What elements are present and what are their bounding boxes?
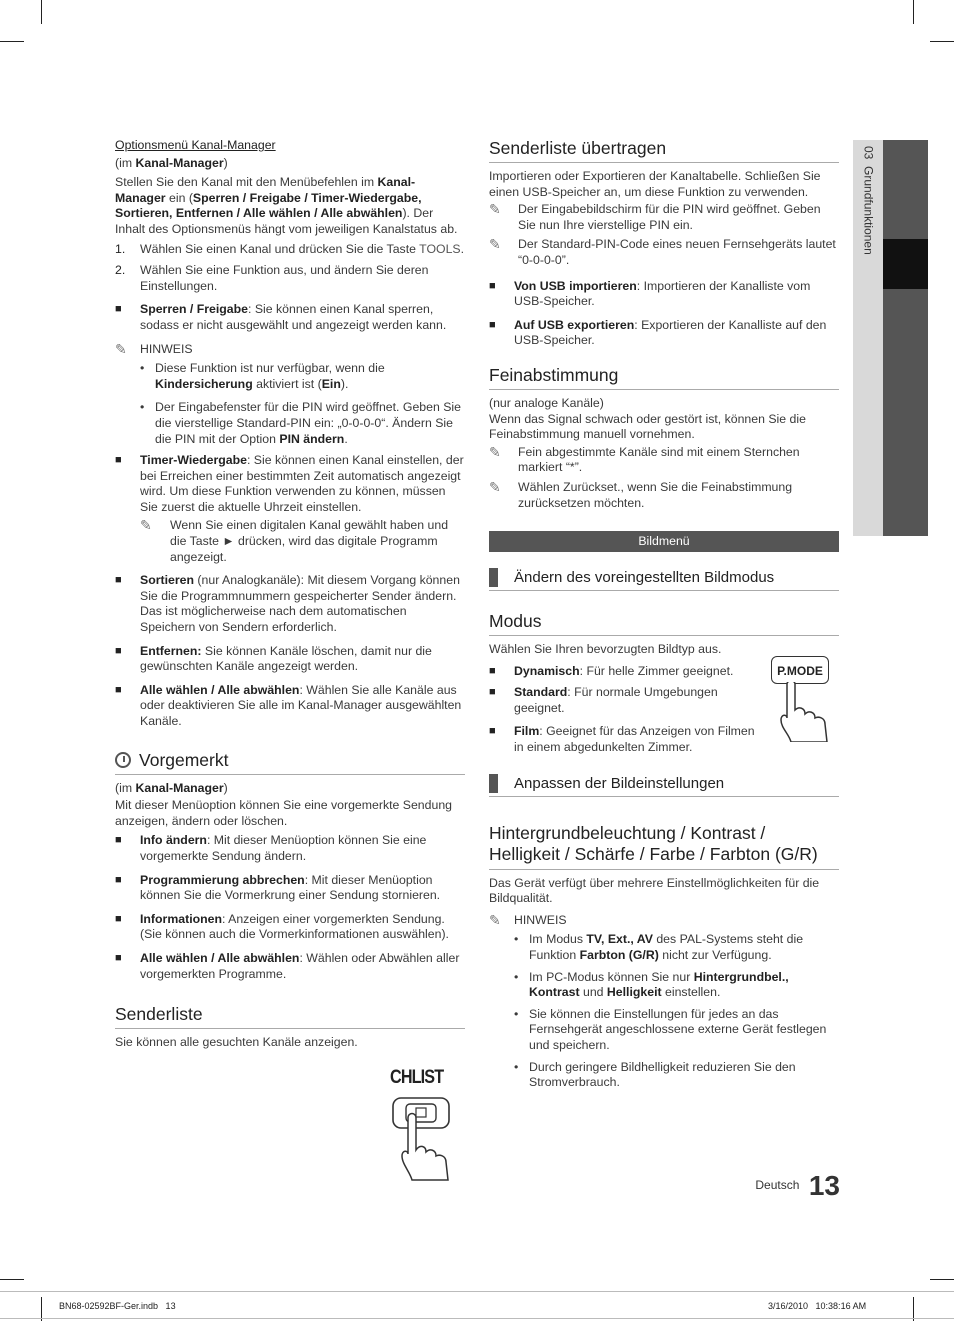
left-column bbox=[115, 138, 465, 1055]
modus-list bbox=[489, 642, 759, 756]
chapter-tab bbox=[853, 140, 928, 536]
pmode-remote-icon: P.MODE bbox=[771, 656, 836, 742]
modus-intro: Wählen Sie Ihren bevorzugten Bildtyp aus. bbox=[489, 642, 722, 657]
feinabstimmung-heading: Feinabstimmung bbox=[489, 365, 839, 390]
vorgemerkt-context: (im Kanal-Manager) bbox=[115, 780, 228, 795]
aendern-heading: Ändern des voreingestellten Bildmodus bbox=[489, 568, 839, 591]
modus-heading: Modus bbox=[489, 611, 839, 636]
list-item: ■ Entfernen: Sie können Kanäle löschen, damit nur die gewünschten Kanäle angezeigt werden. bbox=[115, 643, 432, 674]
feinabstimmung-intro: Wenn das Signal schwach oder gestört ist, können Sie die Feinabstimmung manuell vornehmen. bbox=[489, 411, 806, 442]
page-number-area bbox=[700, 1170, 840, 1214]
note: ✎ Fein abgestimmte Kanäle sind mit einem Sternchen markiert “*”. bbox=[489, 443, 800, 475]
options-menu-context: (im Kanal-Manager) bbox=[115, 155, 228, 170]
vorgemerkt-heading: Vorgemerkt bbox=[115, 750, 465, 775]
list-item: ■ Info ändern: Mit dieser Menüoption können Sie eine vorgemerkte Sendung ändern. bbox=[115, 833, 427, 863]
senderliste-uebertragen-heading: Senderliste übertragen bbox=[489, 138, 839, 163]
list-item: • Im PC-Modus können Sie nur Hintergrundbel., Kontrast und Helligkeit einstellen. bbox=[514, 969, 789, 1000]
right-column bbox=[489, 138, 839, 1095]
pencil-icon: ✎ bbox=[489, 201, 501, 218]
hinweis-note: ✎ HINWEIS bbox=[115, 340, 193, 357]
list-item: ■ Standard: Für normale Umgebungen geeignet. bbox=[489, 685, 718, 715]
pencil-icon: ✎ bbox=[489, 911, 501, 928]
bildmenu-section-bar: Bildmenü bbox=[489, 531, 839, 552]
note: ✎ Wenn Sie einen digitalen Kanal gewählt haben und die Taste ► drücken, wird das digitale Programm angezeigt. bbox=[140, 517, 449, 564]
vorgemerkt-intro: Mit dieser Menüoption können Sie eine vorgemerkte Sendung anzeigen, ändern oder löschen. bbox=[115, 798, 453, 828]
list-item: ■ Film: Geeignet für das Anzeigen von Filmen in einem abgedunkelten Zimmer. bbox=[489, 724, 755, 755]
list-item: • Im Modus TV, Ext., AV des PAL-Systems steht die Funktion Farbton (G/R) nicht zur Verfügung. bbox=[514, 932, 804, 963]
list-item: ■ Programmierung abbrechen: Mit dieser Menüoption können Sie die Vormerkrung einer Sendung stornieren. bbox=[115, 872, 441, 903]
senderliste-heading: Senderliste bbox=[115, 1004, 465, 1029]
pencil-icon: ✎ bbox=[489, 478, 501, 495]
pencil-icon: ✎ bbox=[489, 443, 501, 460]
pencil-icon: ✎ bbox=[140, 517, 152, 534]
crop-mark bbox=[930, 1279, 954, 1280]
anpassen-heading: Anpassen der Bildeinstellungen bbox=[489, 774, 839, 797]
chapter-tab-dark bbox=[883, 140, 928, 536]
footer-date: 3/16/2010 10:38:16 AM bbox=[768, 1301, 867, 1311]
clock-icon bbox=[115, 752, 131, 768]
chlist-remote-icon: CHLIST bbox=[390, 1070, 460, 1182]
step-2: 2. Wählen Sie eine Funktion aus, und ändern Sie deren Einstellungen. bbox=[115, 263, 429, 293]
pencil-icon: ✎ bbox=[489, 236, 501, 253]
page-number: 13 bbox=[808, 1170, 840, 1201]
list-item: ■ Alle wählen / Alle abwählen: Wählen Sie alle Kanäle aus oder deaktivieren Sie alle im Kanal-Manager ausgewählten Kanäle. bbox=[115, 682, 462, 728]
crop-mark bbox=[0, 1279, 24, 1280]
hintergrund-intro: Das Gerät verfügt über mehrere Einstellmöglichkeiten für die Bildqualität. bbox=[489, 875, 820, 906]
step-1: 1. Wählen Sie einen Kanal und drücken Sie die Taste TOOLS. bbox=[115, 241, 465, 256]
heading-bar bbox=[489, 568, 498, 587]
options-menu-title: Optionsmenü Kanal-Manager bbox=[115, 138, 276, 152]
chapter-label: 03 Grundfunktionen bbox=[861, 146, 876, 255]
crop-mark bbox=[930, 41, 954, 42]
note: ✎ Der Standard-PIN-Code eines neuen Fernsehgeräts lautet “0-0-0-0”. bbox=[489, 236, 836, 267]
list-item: ■ Alle wählen / Alle abwählen: Wählen oder Abwählen aller vorgemerkten Programme. bbox=[115, 950, 460, 981]
crop-mark bbox=[41, 0, 42, 24]
footer-rule bbox=[0, 1291, 954, 1292]
note: ✎ Wählen Zurückset., wenn Sie die Feinabstimmung zurücksetzen möchten. bbox=[489, 478, 793, 510]
feinabstimmung-context: (nur analoge Kanäle) bbox=[489, 395, 604, 410]
uebertragen-intro: Importieren oder Exportieren der Kanaltabelle. Schließen Sie einen USB-Speicher an, um diese Funktion zu verwenden. bbox=[489, 169, 821, 199]
list-item: ■ Sortieren (nur Analogkanäle): Mit diesem Vorgang können Sie die Programmnummern gespeicherter Sender ändern. Das ist möglicherweise nach dem automatischen Speichern von Sendern erforderlich. bbox=[115, 573, 460, 635]
hand-icon bbox=[390, 1092, 460, 1182]
list-item: • Der Eingabefenster für die PIN wird geöffnet. Geben Sie die vierstellige Standard-PIN ein: „0-0-0-0“. Ändern Sie die PIN mit der Option PIN ändern. bbox=[140, 400, 462, 446]
footer-file: BN68-02592BF-Ger.indb 13 bbox=[59, 1301, 176, 1311]
pencil-icon: ✎ bbox=[115, 340, 127, 357]
heading-bar bbox=[489, 774, 498, 793]
crop-mark bbox=[0, 41, 24, 42]
list-item: • Durch geringere Bildhelligkeit reduzieren Sie den Stromverbrauch. bbox=[514, 1059, 796, 1090]
chapter-tab-marker bbox=[883, 239, 928, 289]
list-item: • Diese Funktion ist nur verfügbar, wenn die Kindersicherung aktiviert ist (Ein). bbox=[140, 361, 385, 391]
list-item: ■ Auf USB exportieren: Exportieren der Kanalliste auf den USB-Speicher. bbox=[489, 317, 827, 348]
note: ✎ Der Eingabebildschirm für die PIN wird geöffnet. Geben Sie nun Ihre vierstellige PIN ein. bbox=[489, 201, 821, 232]
senderliste-text: Sie können alle gesuchten Kanäle anzeigen. bbox=[115, 1035, 358, 1050]
list-item: • Sie können die Einstellungen für jedes an das Fernsehgerät angeschlossene externe Gerät festlegen und speichern. bbox=[514, 1006, 827, 1052]
list-item: ■ Sperren / Freigabe: Sie können einen Kanal sperren, sodass er nicht ausgewählt und angezeigt werden kann. bbox=[115, 302, 447, 332]
hand-icon bbox=[771, 682, 836, 742]
footer-language: Deutsch bbox=[755, 1178, 800, 1192]
hintergrund-heading: Hintergrundbeleuchtung / Kontrast / Helligkeit / Schärfe / Farbe / Farbton (G/R) bbox=[489, 823, 839, 870]
options-menu-intro: Stellen Sie den Kanal mit den Menübefehlen im Kanal-Manager ein (Sperren / Freigabe / Timer-Wiedergabe, Sortieren, Entfernen / Alle wählen / Alle abwählen). Der Inhalt des Optionsmenüs hängt vom jeweiligen Kanalstatus ab. bbox=[115, 175, 458, 236]
list-item: ■ Dynamisch: Für helle Zimmer geeignet. bbox=[489, 663, 734, 678]
footer-rule bbox=[0, 1318, 954, 1319]
list-item: ■ Timer-Wiedergabe: Sie können einen Kanal einstellen, der bei Erreichen einer bestimmten Zeit automatisch angezeigt wird. Um diese Funktion verwenden zu können, müssen Sie zuerst die aktuelle Uhrzeit einstellen. bbox=[115, 453, 464, 514]
hinweis-note: ✎ HINWEIS bbox=[489, 911, 567, 928]
list-item: ■ Von USB importieren: Importieren der Kanalliste vom USB-Speicher. bbox=[489, 278, 811, 309]
crop-mark bbox=[913, 0, 914, 24]
list-item: ■ Informationen: Anzeigen einer vorgemerkten Sendung. (Sie können auch die Vormerkinformationen auswählen). bbox=[115, 911, 449, 942]
